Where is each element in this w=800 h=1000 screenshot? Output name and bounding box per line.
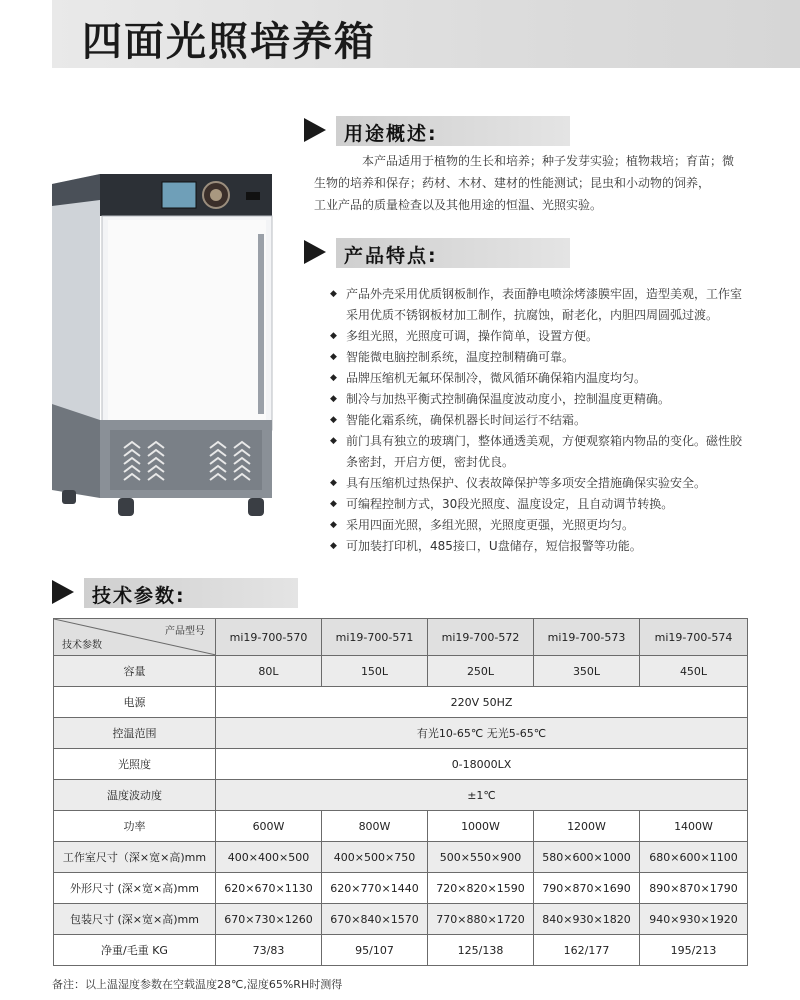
table-cell: 720×820×1590 (428, 873, 534, 904)
table-cell: 580×600×1000 (534, 842, 640, 873)
section-params-header (52, 578, 298, 608)
spec-table (53, 618, 748, 966)
table-row (54, 873, 748, 904)
incubator-illustration (52, 172, 284, 522)
table-cell: 195/213 (640, 935, 748, 966)
table-row (54, 811, 748, 842)
table-cell: 620×770×1440 (322, 873, 428, 904)
table-cell: 790×870×1690 (534, 873, 640, 904)
table-cell: 840×930×1820 (534, 904, 640, 935)
row-label: 电源 (54, 687, 216, 718)
model-header: mi19-700-572 (428, 619, 534, 656)
feature-list (330, 284, 750, 557)
row-label: 工作室尺寸（深×宽×高)mm (54, 842, 216, 873)
table-cell: 162/177 (534, 935, 640, 966)
feature-item: ◆ 智能微电脑控制系统，温度控制精确可靠。 (330, 347, 750, 368)
table-row (54, 718, 748, 749)
table-cell: 670×840×1570 (322, 904, 428, 935)
table-cell: 800W (322, 811, 428, 842)
table-cell: 450L (640, 656, 748, 687)
feature-item: ◆ 采用四面光照，多组光照，光照度更强，光照更均匀。 (330, 515, 750, 536)
model-header: mi19-700-571 (322, 619, 428, 656)
feature-item: ◆ 前门具有独立的玻璃门，整体通透美观，方便观察箱内物品的变化。磁性胶条密封，开启方便，密封优良。 (330, 431, 750, 473)
feature-item: ◆ 多组光照，光照度可调，操作简单，设置方便。 (330, 326, 750, 347)
row-label: 控温范围 (54, 718, 216, 749)
table-row (54, 687, 748, 718)
table-cell: 80L (216, 656, 322, 687)
section-features-label: 产品特点: (344, 245, 438, 267)
model-header: mi19-700-574 (640, 619, 748, 656)
feature-item: ◆ 具有压缩机过热保护、仪表故障保护等多项安全措施确保实验安全。 (330, 473, 750, 494)
section-usage-header (304, 116, 570, 146)
table-cell: 940×930×1920 (640, 904, 748, 935)
table-corner-cell (54, 619, 216, 656)
feature-item: ◆ 智能化霜系统，确保机器长时间运行不结霜。 (330, 410, 750, 431)
table-cell-span: 0-18000LX (216, 749, 748, 780)
table-cell: 250L (428, 656, 534, 687)
feature-item: ◆ 品牌压缩机无氟环保制冷，微风循环确保箱内温度均匀。 (330, 368, 750, 389)
table-cell: 350L (534, 656, 640, 687)
feature-item: ◆ 可加装打印机，485接口，U盘储存，短信报警等功能。 (330, 536, 750, 557)
row-label: 外形尺寸 (深×宽×高)mm (54, 873, 216, 904)
table-cell-span: 有光10-65℃ 无光5-65℃ (216, 718, 748, 749)
model-header: mi19-700-573 (534, 619, 640, 656)
row-label: 功率 (54, 811, 216, 842)
table-cell-span: ±1℃ (216, 780, 748, 811)
table-cell: 125/138 (428, 935, 534, 966)
corner-param-label: 技术参数 (62, 640, 102, 651)
table-cell: 600W (216, 811, 322, 842)
table-cell: 73/83 (216, 935, 322, 966)
model-header: mi19-700-570 (216, 619, 322, 656)
table-cell: 1200W (534, 811, 640, 842)
section-params-label: 技术参数: (92, 585, 186, 607)
table-row (54, 749, 748, 780)
table-row (54, 780, 748, 811)
arrow-icon (304, 240, 326, 264)
table-cell: 680×600×1100 (640, 842, 748, 873)
footnote: 备注：以上温湿度参数在空载温度28℃,湿度65%RH时测得 (52, 978, 343, 991)
corner-model-label: 产品型号 (165, 626, 205, 637)
table-cell: 620×670×1130 (216, 873, 322, 904)
page-title: 四面光照培养箱 (82, 19, 376, 65)
table-cell: 400×400×500 (216, 842, 322, 873)
table-cell: 1400W (640, 811, 748, 842)
section-usage-label: 用途概述: (344, 123, 438, 145)
table-cell: 670×730×1260 (216, 904, 322, 935)
table-cell-span: 220V 50HZ (216, 687, 748, 718)
arrow-icon (304, 118, 326, 142)
row-label: 净重/毛重 KG (54, 935, 216, 966)
row-label: 容量 (54, 656, 216, 687)
row-label: 包装尺寸 (深×宽×高)mm (54, 904, 216, 935)
table-cell: 500×550×900 (428, 842, 534, 873)
arrow-icon (52, 580, 74, 604)
table-cell: 1000W (428, 811, 534, 842)
table-row (54, 842, 748, 873)
table-cell: 95/107 (322, 935, 428, 966)
table-cell: 770×880×1720 (428, 904, 534, 935)
feature-item: ◆ 制冷与加热平衡式控制确保温度波动度小，控制温度更精确。 (330, 389, 750, 410)
usage-description: 本产品适用于植物的生长和培养；种子发芽实验；植物栽培；育苗；微 生物的培养和保存；药材、木材、建材的性能测试；昆虫和小动物的饲养， 工业产品的质量检查以及其他用途的恒温、光照实验。 (314, 154, 735, 212)
table-cell: 400×500×750 (322, 842, 428, 873)
table-row (54, 656, 748, 687)
table-cell: 890×870×1790 (640, 873, 748, 904)
table-row (54, 935, 748, 966)
feature-item: ◆ 可编程控制方式，30段光照度、温度设定，且自动调节转换。 (330, 494, 750, 515)
section-features-header (304, 238, 570, 268)
table-header-row (54, 619, 748, 656)
table-row (54, 904, 748, 935)
row-label: 温度波动度 (54, 780, 216, 811)
feature-item: ◆ 产品外壳采用优质钢板制作，表面静电喷涂烤漆膜牢固，造型美观，工作室采用优质不锈钢板材加工制作，抗腐蚀，耐老化，内胆四周圆弧过渡。 (330, 284, 750, 326)
table-cell: 150L (322, 656, 428, 687)
row-label: 光照度 (54, 749, 216, 780)
